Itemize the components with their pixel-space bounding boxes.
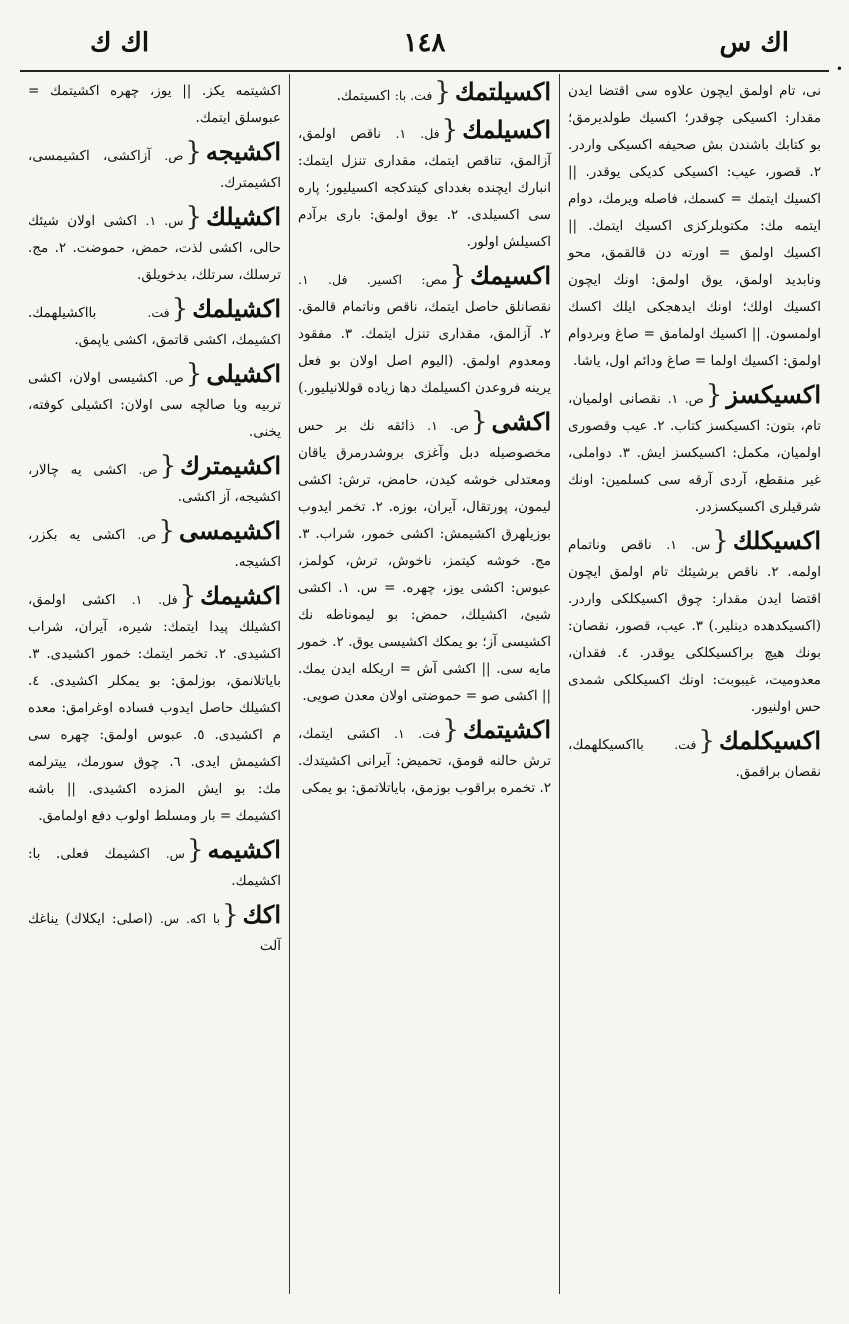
entry-definition: اكشى اولان شيئك حالى، اكشى لذت، حمض، حموضت. ٢. مج. ترسلك، سرتلك، بدخويلق. xyxy=(28,213,281,283)
entry-headword: اكسيلتمك xyxy=(454,77,551,106)
entry-definition: اكشيتمه يكز. || يوز، چهره اكشيتمك = عبوسلق ايتمك. xyxy=(28,83,281,126)
dictionary-entry xyxy=(28,138,281,197)
entry-definition: اكشى يه چالار، اكشيجه، آز اكشى. xyxy=(28,462,281,505)
entry-definition: ناقص اولمق، آزالمق، تناقص ايتمك، مقدارى تنزل ايتمك: انبارك ايچنده بغدداى كيتدكجه اكسيليور؛ پاره سى اكسيلدى. ٢. يوق اولمق: بارى برآدم اكسيلش اولور. xyxy=(298,126,551,250)
entry-definition: اكشيمك فعلى. با: اكشيمك. xyxy=(28,846,281,889)
entry-grammar-tag: ص. xyxy=(164,148,184,163)
entry-grammar-tag: فت. xyxy=(674,737,697,752)
dictionary-entry xyxy=(28,517,281,576)
dictionary-entry xyxy=(568,381,821,521)
entry-definition: نى، تام اولمق ايچون علاوه سى اقتضا ايدن مقدار: اكسيكى چوقدر؛ اكسيك طولديرمق؛ بو كتابك باشندن بش صحيفه اكسيكى واردر. ٢. قصور، عيب: اكسيكى كديكى يوقدر. || اكسيك ايتمك = كسمك، فاصله ويرمك، دوام ايتمه مك: مكتوبلركزى اكسيك ايتمك. || اكسيك اولمق = اورته دن قالقمق، محو ونابديد اولمق، يوق اولمق: اونك ايچون اكسيك اولك؛ اونك ايدهجكى ايلك اكسك اولمسون. || اكسيك اولمامق = صاغ وبردوام اولمق: اكسيك اولما = صاغ ودائم اول، ياشا. xyxy=(568,83,821,369)
entry-headword: اكشيلى xyxy=(206,359,282,388)
entry-definition: ناقص وناتمام اولمه. ٢. ناقص برشيئك تام اولمق ايچون اقتضا ايدن مقدار: چوق اكسيكلكى واردر. (اكسيكدهده دينلير.) ٣. عيب، قصور، نقصان: بونك هيچ براكسيكلكى يوقدر. ٤. فقدان، معدوميت، غيبوبت: اونك اكسيكلكى شمدى حس اولنيور. xyxy=(568,537,821,715)
brace-glyph: { xyxy=(698,726,715,756)
entry-headword: اكشيتمك xyxy=(462,715,551,744)
entry-headword: اكشيلك xyxy=(206,202,281,231)
dictionary-entry xyxy=(298,116,551,256)
entry-definition: بااكسيكلهمك، نقصان براقمق. xyxy=(568,737,821,780)
column-2 xyxy=(290,74,560,1294)
entry-headword: اكسيكسز xyxy=(726,380,821,409)
entry-grammar-tag: س. xyxy=(165,846,185,861)
dictionary-entry xyxy=(298,716,551,802)
header-right-guide-word: اك س xyxy=(719,28,789,58)
brace-glyph: { xyxy=(185,137,202,167)
dictionary-entry xyxy=(28,203,281,289)
entry-definition: بااكشيلهمك. اكشيمك، اكشى قاتمق، اكشى ياپمق. xyxy=(28,305,281,348)
entry-headword: اكشيمك xyxy=(200,581,281,610)
entry-headword: اكشيمترك xyxy=(180,451,281,480)
entry-grammar-tag: ص. ١. xyxy=(667,391,704,406)
margin-mark: • xyxy=(835,62,843,76)
dictionary-entry xyxy=(28,836,281,895)
entry-definition: (اصلى: ايكلاك) يناغك آلت xyxy=(28,911,281,954)
entry-headword: اكشيمه xyxy=(207,835,281,864)
entry-headword: اكشيلمك xyxy=(192,294,281,323)
brace-glyph: { xyxy=(441,115,459,145)
brace-glyph: { xyxy=(712,526,729,556)
dictionary-entry xyxy=(298,262,551,402)
entry-grammar-tag: فت. ١. xyxy=(394,726,441,741)
column-3 xyxy=(20,74,290,1294)
entry-grammar-tag: ص. xyxy=(137,527,157,542)
dictionary-entry xyxy=(568,78,821,375)
dictionary-entry xyxy=(28,295,281,354)
entry-grammar-tag: با اكه. س. xyxy=(159,911,221,926)
entry-grammar-tag: فت. با: xyxy=(394,88,433,103)
brace-glyph: { xyxy=(186,835,204,865)
brace-glyph: { xyxy=(185,202,203,232)
brace-glyph: { xyxy=(705,380,723,410)
entry-grammar-tag: مص: اكسير. فل. ١. xyxy=(298,272,448,287)
entry-grammar-tag: ص. ١. xyxy=(427,418,469,433)
entry-definition: اكشى يه بكزر، اكشيجه. xyxy=(28,527,281,570)
dictionary-entry xyxy=(28,901,281,960)
dictionary-entry xyxy=(28,78,281,132)
entry-headword: اكك xyxy=(242,900,281,929)
dictionary-entry xyxy=(298,78,551,110)
brace-glyph: { xyxy=(434,77,451,107)
brace-glyph: { xyxy=(179,581,197,611)
brace-glyph: { xyxy=(171,294,189,324)
page-header xyxy=(20,22,829,72)
entry-definition: اكشى اولمق، اكشيلك پيدا ايتمك: شيره، آيران، شراب اكشيدى. ٢. تخمر ايتمك: خمور اكشيدى. ٣. بایاتلانمق، بوزلمق: بو يمكلر اكشيدى. ٤. اكشيلك حاصل ايدوب فساده اوغرامق: معده م اكشيدى. ٥. عبوس اولمق: چهره سى اكشيمش ايدى. ٦. چوق سورمك، ييترلمه مك: بو ايش المزده اكشيدى. || باشه اكشيمك = بار ومسلط اولوب دفع اولمامق. xyxy=(28,592,282,824)
page-number: ١٤٨ xyxy=(403,28,446,58)
entry-definition: اكشيسى اولان، اكشى تربيه ويا صالچه سى اولان: اكشيلى كوفته، يخنى. xyxy=(28,370,281,440)
entry-definition: آزاكشى، اكشيمسى، اكشيمترك. xyxy=(28,148,281,191)
entry-definition: اكسيتمك. xyxy=(336,88,391,104)
entry-grammar-tag: ص. xyxy=(138,462,158,477)
entry-headword: اكشيجه xyxy=(205,137,281,166)
entry-headword: اكشى xyxy=(491,407,552,436)
entry-headword: اكشيمسى xyxy=(178,516,281,545)
entry-grammar-tag: س. ١. xyxy=(666,537,711,552)
brace-glyph: { xyxy=(222,900,239,930)
dictionary-entry xyxy=(298,408,551,710)
brace-glyph: { xyxy=(185,359,203,389)
entry-definition: ذائقه نك بر حس مخصوصيله دبل وآغزى بروشدرمرق ياقان ومعتدلى خوشه كيدن، حامض، ترش: اكشى ليمون، پورتقال، آيران، بوزه. ٢. تخمر ايدوب بوزيلهرق اكشيمش: اكشى خمور، شراب. ٣. مج. خوشه كيتمز، ناخوش، ترش، كولمز، عبوس: اكشى يوز، چهره. = س. ١. اكشى شيئ، اكشيلك، حمض: بو ليموناطه نك اكشيسى آز؛ بو يمكك اكشيسى يوق. ٢. خمور مايه سى. || اكشى آش = اريكله ايدن يمك. || اكشى صو = حموضتى اولان معدن صويى. xyxy=(298,418,551,704)
entry-definition: نقصانى اولميان، تام، بتون: اكسيكسز كتاب. ٢. عيب وقصورى اولميان، مكمل: اكسيكسز ايش. ٣. دواملى، غير منقطع، آردى آرقه سى كسلمين: اونك شرقيلرى اكسيكسزدر. xyxy=(568,391,822,515)
brace-glyph: { xyxy=(449,261,467,291)
entry-headword: اكسيكلك xyxy=(732,526,821,555)
entry-headword: اكسيمك xyxy=(470,261,551,290)
dictionary-entry xyxy=(568,527,821,721)
brace-glyph: { xyxy=(470,407,488,437)
entry-grammar-tag: س. ١. xyxy=(145,213,184,228)
entry-definition: نقصانلق حاصل ايتمك، ناقص وناتمام قالمق. ٢. آزالمق، مقدارى تنزل ايتمك. ٣. مفقود ومعدوم اولمق. (اليوم اصل اولان بو فعل يرينه فروعدن اكسيلمك دها زياده قوللانيليور.) xyxy=(298,299,551,396)
brace-glyph: { xyxy=(158,516,175,546)
dictionary-entry xyxy=(28,360,281,446)
dictionary-entry xyxy=(28,582,281,830)
header-left-guide-word: اك ك xyxy=(90,28,150,58)
text-columns xyxy=(20,74,829,1294)
entry-grammar-tag: فت. xyxy=(147,305,170,320)
entry-grammar-tag: فل. ١. xyxy=(131,592,178,607)
entry-definition: اكشى ايتمك، ترش حالنه قومق، تحميض: آيرانى اكشيتدك. ٢. تخمره براقوب بوزمق، باياتلاتمق: بو يمكى xyxy=(298,726,551,796)
column-1 xyxy=(560,74,829,1294)
entry-headword: اكسيكلمك xyxy=(718,726,821,755)
dictionary-entry xyxy=(568,727,821,786)
entry-grammar-tag: فل. ١. xyxy=(395,126,440,141)
dictionary-entry xyxy=(28,452,281,511)
entry-grammar-tag: ص. xyxy=(164,370,184,385)
brace-glyph: { xyxy=(442,715,459,745)
entry-headword: اكسيلمك xyxy=(462,115,551,144)
brace-glyph: { xyxy=(159,451,177,481)
